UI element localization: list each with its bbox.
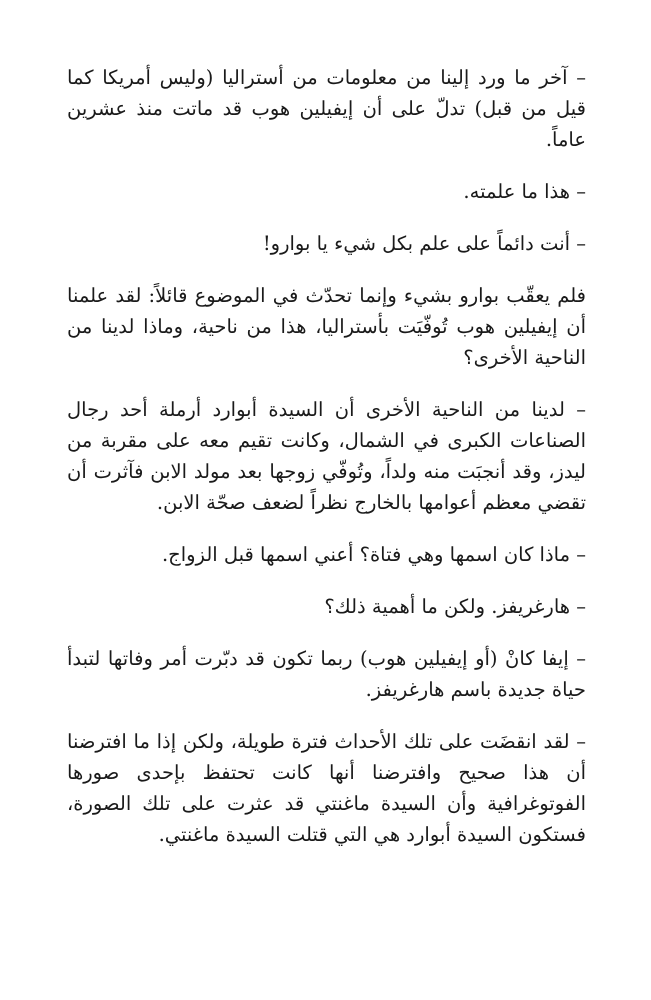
paragraph-1: – آخر ما ورد إلينا من معلومات من أستراليا (وليس أمريكا كما قيل من قبل) تدلّ على أن إيفيلين هوب قد ماتت منذ عشرين عاماً. — [67, 66, 586, 151]
paragraph-8: – إيفا كانْ (أو إيفيلين هوب) ربما تكون قد دبّرت أمر وفاتها لتبدأ حياة جديدة باسم هارغريفز. — [67, 647, 586, 701]
paragraph-7: – هارغريفز. ولكن ما أهمية ذلك؟ — [324, 595, 586, 618]
paragraph-9: – لقد انقضَت على تلك الأحداث فترة طويلة، ولكن إذا ما افترضنا أن هذا صحيح وافترضنا أنها كانت تحتفظ بإحدى صورها الفوتوغرافية وأن السيدة ماغنتي قد عثرت على تلك الصورة، فستكون السيدة أبوارد هي التي قتلت السيدة ماغنتي. — [67, 730, 586, 846]
paragraph-3: – أنت دائماً على علم بكل شيء يا بوارو! — [262, 232, 586, 255]
paragraph-6: – ماذا كان اسمها وهي فتاة؟ أعني اسمها قبل الزواج. — [161, 543, 586, 566]
paragraph-2: – هذا ما علمته. — [463, 180, 586, 203]
paragraph-4: فلم يعقّب بوارو بشيء وإنما تحدّث في الموضوع قائلاً: لقد علمنا أن إيفيلين هوب تُوفّيَت بأستراليا، هذا من ناحية، وماذا لدينا من الناحية الأخرى؟ — [67, 284, 586, 369]
book-page — [0, 62, 651, 871]
paragraph-5: – لدينا من الناحية الأخرى أن السيدة أبوارد أرملة أحد رجال الصناعات الكبرى في الشمال، وكانت تقيم معه على مقربة من ليدز، وقد أنجبَت منه ولداً، وتُوفّي زوجها بعد مولد الابن فآثرت أن تقضي معظم أعوامها بالخارج نظراً لضعف صحّة الابن. — [67, 398, 587, 514]
